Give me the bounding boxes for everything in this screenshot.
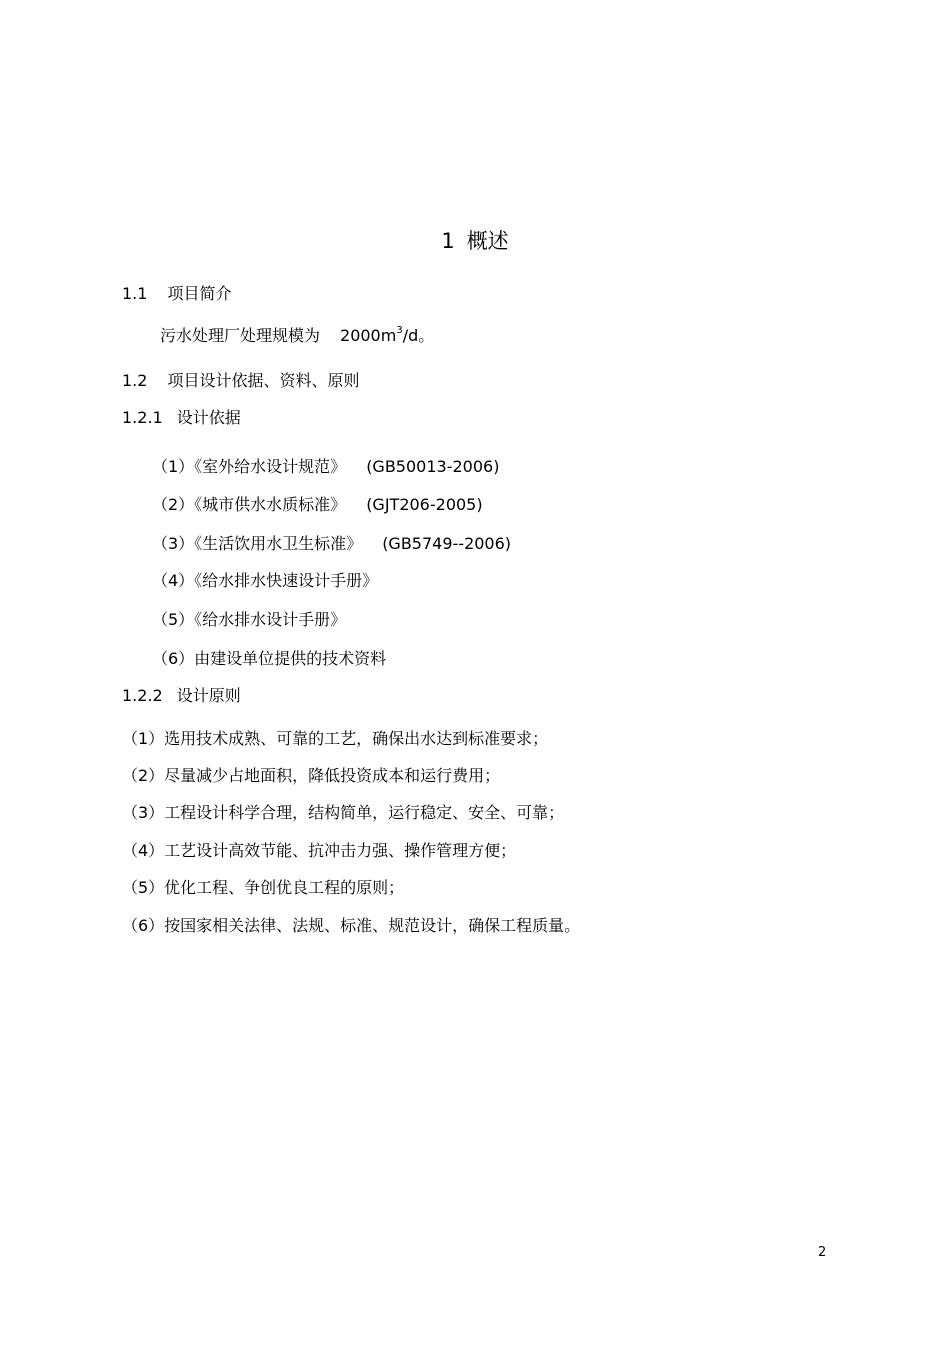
section-1-2-2-heading [122,686,241,706]
reference-item [152,610,346,630]
section-1-1-body [160,326,434,349]
section-1-2-heading [122,371,359,391]
body-text-prefix: 污水处理厂处理规模为 [160,326,321,345]
page-number: 2 [818,1245,827,1260]
section-title: 项目简介 [167,284,232,303]
principle-item: （3）工程设计科学合理，结构简单，运行稳定、安全、可靠； [122,803,565,822]
reference-item [152,534,511,554]
section-number: 1.2.1 [122,408,163,427]
reference-label: （5）《给水排水设计手册》 [152,610,347,629]
section-1-2-1-heading [122,408,241,428]
capacity-unit: /d。 [402,326,435,345]
principle-item: （4）工艺设计高效节能、抗冲击力强、操作管理方便； [122,841,517,860]
reference-item [152,649,386,669]
section-number: 1.2 [122,371,148,390]
chapter-heading [0,228,950,254]
chapter-number: 1 [441,229,455,253]
reference-label: （3）《生活饮用水卫生标准》 [152,534,363,553]
reference-label: （2）《城市供水水质标准》 [152,495,347,514]
reference-label: （6）由建设单位提供的技术资料 [152,649,387,668]
chapter-title: 概述 [466,229,509,253]
principle-item: （5）优化工程、争创优良工程的原则； [122,878,405,897]
reference-code: (GB50013-2006) [366,457,500,476]
principle-item: （1）选用技术成熟、可靠的工艺，确保出水达到标准要求； [122,729,549,748]
principle-item: （6）按国家相关法律、法规、标准、规范设计，确保工程质量。 [122,916,581,935]
section-number: 1.1 [122,284,148,303]
section-number: 1.2.2 [122,686,163,705]
reference-label: （1）《室外给水设计规范》 [152,457,347,476]
reference-code: (GB5749--2006) [382,534,512,553]
reference-item [152,495,483,515]
section-title: 项目设计依据、资料、原则 [167,371,360,390]
principle-item: （2）尽量减少占地面积，降低投资成本和运行费用； [122,766,501,785]
section-title: 设计原则 [176,686,241,705]
section-1-1-heading [122,284,231,304]
capacity-superscript: 3 [396,325,403,336]
reference-code: (GJT206-2005) [366,495,483,514]
capacity-value: 2000m [340,326,397,345]
reference-item [152,457,499,477]
section-title: 设计依据 [176,408,241,427]
reference-item [152,571,378,591]
reference-label: （4）《给水排水快速设计手册》 [152,571,379,590]
